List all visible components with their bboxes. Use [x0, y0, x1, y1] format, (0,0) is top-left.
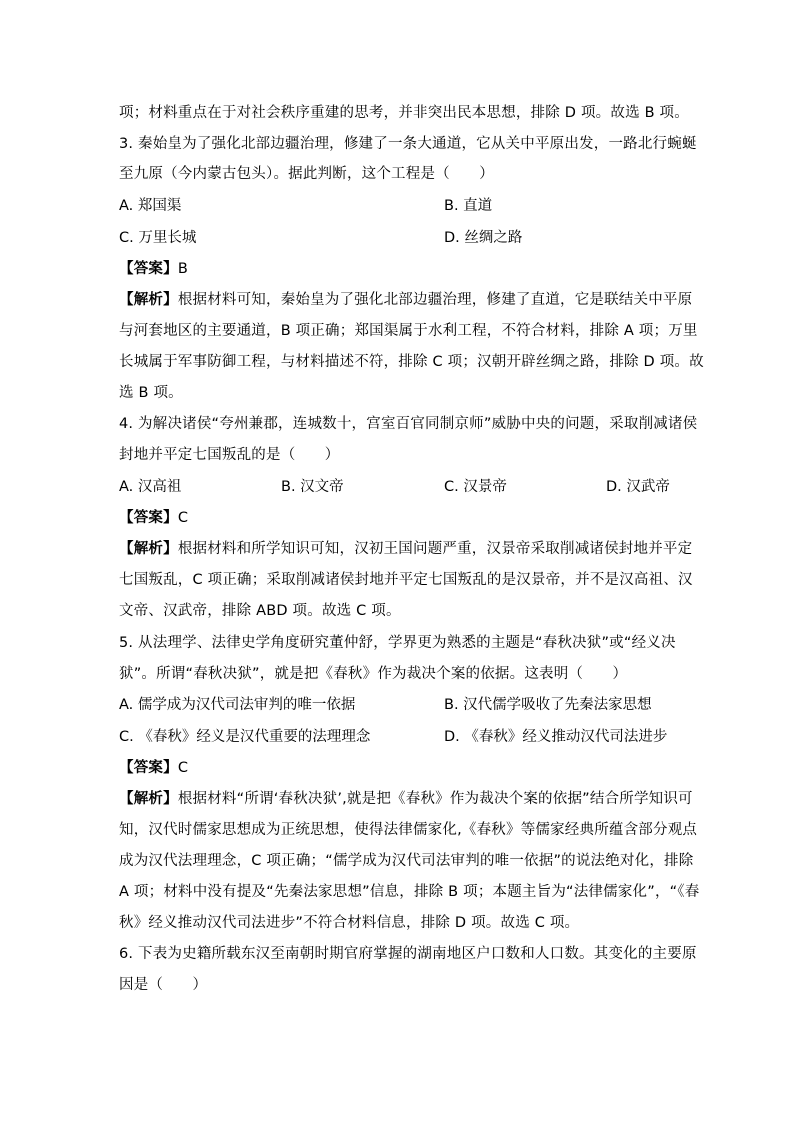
q4-option-d: D. 汉武帝: [606, 479, 670, 495]
q5-option-d: D. 《春秋》经义推动汉代司法进步: [444, 729, 668, 745]
q4-analysis-line-3: 文帝、汉武帝，排除 ABD 项。故选 C 项。: [119, 603, 401, 619]
q3-analysis-line-3: 长城属于军事防御工程，与材料描述不符，排除 C 项；汉朝开辟丝绸之路，排除 D 项。故: [119, 354, 704, 370]
q5-answer: [119, 758, 674, 778]
q3-analysis-line-4: 选 B 项。: [119, 385, 183, 401]
question-6-stem-line-2: 因是（ ）: [119, 977, 208, 993]
q4-analysis-line-1: [119, 539, 693, 559]
q4-analysis-line-2: 七国叛乱，C 项正确；采取削减诸侯封地并平定七国叛乱的是汉景帝，并不是汉高祖、汉: [119, 572, 693, 588]
question-4-stem-line-2: 封地并平定七国叛乱的是（ ）: [119, 447, 340, 463]
question-4-stem-line-1: 4. 为解决诸侯“夸州兼郡，连城数十，宫室百官同制京师”威胁中央的问题，采取削减诸侯: [119, 416, 698, 432]
q5-option-a: A. 儒学成为汉代司法审判的唯一依据: [119, 697, 356, 713]
q3-analysis-line-1: [119, 290, 693, 310]
q5-analysis-line-3: 成为汉代法理理念，C 项正确；“儒学成为汉代司法审判的唯一依据”的说法绝对化，排除: [119, 853, 694, 869]
analysis-label: 【解析】: [119, 292, 178, 308]
analysis-text: 根据材料和所学知识可知，汉初王国问题严重，汉景帝采取削减诸侯封地并平定: [177, 541, 693, 557]
analysis-label: 【解析】: [119, 541, 178, 557]
q3-option-b: B. 直道: [444, 198, 493, 214]
answer-label: 【答案】: [119, 261, 178, 277]
q4-answer: [119, 508, 674, 528]
analysis-text: 根据材料“所谓‘春秋决狱’,就是把《春秋》作为裁决个案的依据”结合所学知识可: [177, 791, 693, 807]
q3-analysis-line-2: 与河套地区的主要通道，B 项正确；郑国渠属于水利工程，不符合材料，排除 A 项；万里: [119, 323, 698, 339]
text-line: 项；材料重点在于对社会秩序重建的思考，并非突出民本思想，排除 D 项。故选 B 项。: [119, 105, 689, 121]
q5-analysis-line-5: 秋》经义推动汉代司法进步”不符合材料信息，排除 D 项。故选 C 项。: [119, 915, 580, 931]
q5-option-c: C. 《春秋》经义是汉代重要的法理理念: [119, 729, 371, 745]
answer-label: 【答案】: [119, 510, 178, 526]
answer-value: B: [177, 261, 188, 277]
q3-option-a: A. 郑国渠: [119, 198, 182, 214]
q3-answer: [119, 259, 674, 279]
q5-analysis-line-2: 知，汉代时儒家思想成为正统思想，使得法律儒家化,《春秋》等儒家经典所蕴含部分观点: [119, 822, 698, 838]
question-5-stem-line-1: 5. 从法理学、法律史学角度研究董仲舒，学界更为熟悉的主题是“春秋决狱”或“经义决: [119, 635, 676, 651]
question-3-stem-line-2: 至九原（今内蒙古包头）。据此判断，这个工程是（ ）: [119, 166, 494, 182]
q3-option-c: C. 万里长城: [119, 230, 197, 246]
question-5-stem-line-2: 狱”。所谓“春秋决狱”，就是把《春秋》作为裁决个案的依据。这表明（ ）: [119, 666, 628, 682]
answer-value: C: [177, 760, 189, 776]
question-3-stem-line-1: 3. 秦始皇为了强化北部边疆治理，修建了一条大通道，它从关中平原出发，一路北行蜿蜒: [119, 136, 697, 152]
q5-analysis-line-4: A 项；材料中没有提及“先秦法家思想”信息，排除 B 项；本题主旨为“法律儒家化”，“《春: [119, 884, 700, 900]
analysis-label: 【解析】: [119, 791, 178, 807]
analysis-text: 根据材料可知，秦始皇为了强化北部边疆治理，修建了直道，它是联结关中平原: [177, 292, 693, 308]
question-6-stem-line-1: 6. 下表为史籍所载东汉至南朝时期官府掌握的湖南地区户口数和人口数。其变化的主要原: [119, 946, 697, 962]
q4-option-c: C. 汉景帝: [444, 479, 507, 495]
answer-value: C: [177, 510, 189, 526]
q5-option-b: B. 汉代儒学吸收了先秦法家思想: [444, 697, 652, 713]
q5-analysis-line-1: [119, 789, 693, 809]
q3-option-d: D. 丝绸之路: [444, 230, 523, 246]
answer-label: 【答案】: [119, 760, 178, 776]
q4-option-a: A. 汉高祖: [119, 479, 182, 495]
q4-option-b: B. 汉文帝: [281, 479, 344, 495]
